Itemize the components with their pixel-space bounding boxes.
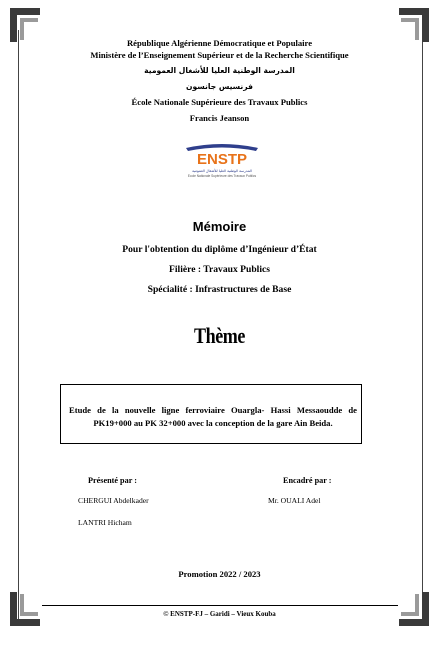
student-name: LANTRI Hicham — [78, 518, 132, 527]
logo-wordmark: ENSTP — [196, 151, 248, 168]
memoire-title: Mémoire — [192, 219, 247, 234]
corner-ornament-bottom-right — [399, 592, 429, 626]
supervisor-name: Mr. OUALI Adel — [268, 496, 321, 505]
footer-text: © ENSTP-FJ – Garidi – Vieux Kouba — [163, 610, 276, 618]
corner-ornament-top-right — [399, 8, 429, 42]
corner-ornament-top-left — [10, 8, 40, 42]
presented-by-label: Présenté par : — [88, 476, 137, 485]
footer-divider — [42, 605, 398, 606]
corner-ornament-bottom-left — [10, 592, 40, 626]
specialite-line: Spécialité : Infrastructures de Base — [147, 284, 292, 295]
student-name: CHERGUI Abdelkader — [78, 496, 149, 505]
theme-box — [60, 384, 362, 444]
diploma-purpose: Pour l'obtention du diplôme d’Ingénieur d’État — [122, 244, 317, 255]
ministry-line: Ministère de l’Enseignement Supérieur et de la Recherche Scientifique — [90, 50, 349, 60]
republic-line: République Algérienne Démocratique et Populaire — [126, 38, 313, 48]
logo-caption: Ecole Nationale Supérieure des Travaux Publics — [187, 174, 257, 178]
filiere-line: Filière : Travaux Publics — [169, 264, 270, 275]
enstp-logo — [182, 142, 262, 182]
school-francis-line: Francis Jeanson — [189, 113, 250, 123]
supervised-by-label: Encadré par : — [283, 476, 332, 485]
school-name-line: École Nationale Supérieure des Travaux Publics — [131, 97, 308, 107]
promotion-line: Promotion 2022 / 2023 — [178, 569, 261, 579]
school-arabic-name: فرنسيس جانسون — [186, 82, 253, 91]
logo-arabic-text: المدرسة الوطنية العليا للأشغال العمومية — [192, 169, 252, 173]
theme-text: Etude de la nouvelle ligne ferroviaire Ouargla- Hassi Messaoudde de PK19+000 au PK 32+000 avec la conception de la gare Ain Beida. — [69, 405, 357, 428]
school-arabic-line: المدرسة الوطنية العليا للأشغال العمومية — [144, 66, 295, 75]
theme-heading: Thème — [193, 323, 246, 348]
